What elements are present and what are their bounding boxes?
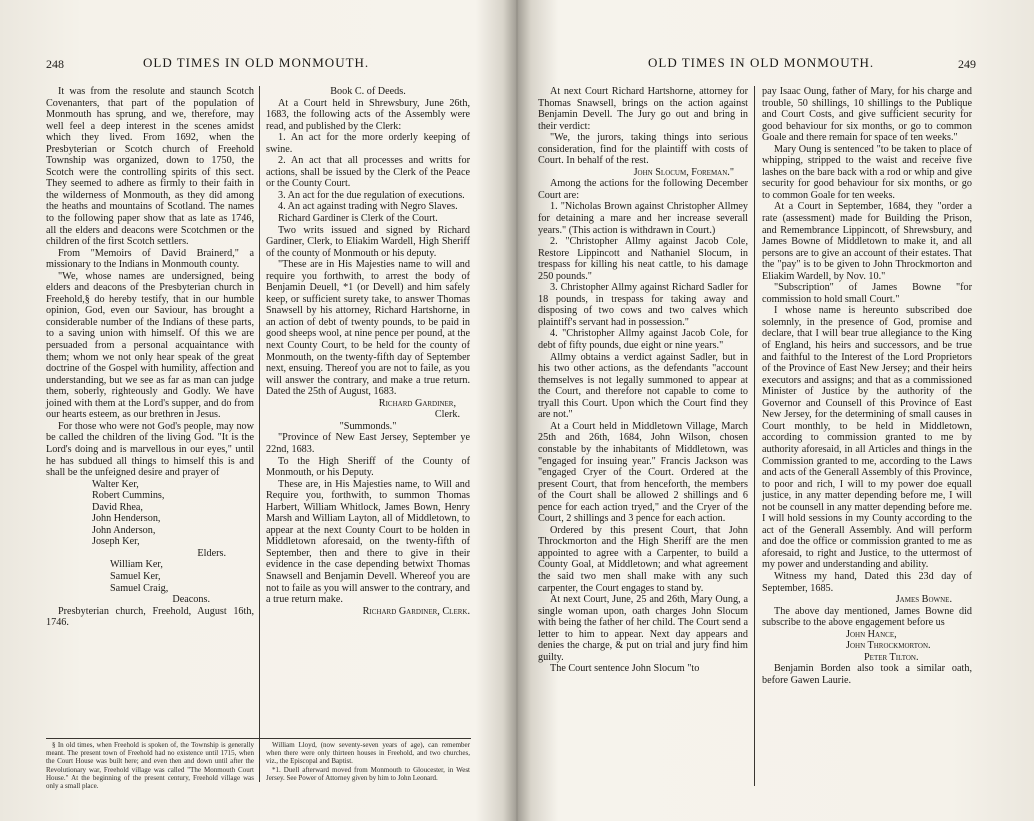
paragraph: Presbyterian church, Freehold, August 16th, 1746. xyxy=(46,605,254,629)
paragraph: 2. An act that all processes and writts for actions, shall be issued by the Clerk of the Peace or the County Court. xyxy=(266,155,470,190)
paragraph: To the High Sheriff of the County of Monmouth, or his Deputy. xyxy=(266,455,470,479)
witness-name: Peter Tilton. xyxy=(864,651,919,663)
paragraph: From "Memoirs of David Brainerd," a missionary to the Indians in Monmouth county. xyxy=(46,247,254,271)
paragraph: 4. "Christopher Allmy against Jacob Cole, for debt of fifty pounds, due eight or nine years." xyxy=(538,328,748,352)
paragraph: These are, in His Majesties name, to Will and Require you, forthwith, to summon Thomas Harbert, William Whitlock, James Bown, Henry Marsh and William Layton, all of Middletown, to appear at the next County Court to be holden in Middletown aforesaid, on the twenty-fifth of September, then and there to give in their evidence in the case depending betwixt Thomas Snawsell and Benjamin Devell. Whereof you are not to faile as you will answer to the contrary, and a true return make. xyxy=(266,478,470,606)
paragraph: At a Court held in Shrewsbury, June 26th, 1683, the following acts of the Assembly were read, and published by the Clerk: xyxy=(266,97,470,132)
paragraph: Two writs issued and signed by Richard Gardiner, Clerk, to Eliakim Wardell, High Sheriff of the county of Monmouth or his deputy. xyxy=(266,224,470,259)
paragraph: The above day mentioned, James Bowne did subscribe to the above engagement before us xyxy=(762,605,972,629)
column-rule xyxy=(754,86,755,786)
signatory-name: John Anderson, xyxy=(92,524,156,536)
signature-title: Clerk. xyxy=(434,409,460,421)
witness-list xyxy=(762,629,972,664)
paragraph: At a Court in September, 1684, they "order a rate (assessment) made for Building the Prison, and Remembrance Lippincott, of Shrewsbury, and James Bowne of Middletown to make it, and all persons are to give an account of their estates. That the "pay" is to be given to John Throckmorton and Eliakim Wardell, by Nov. 10." xyxy=(762,201,972,282)
left-page xyxy=(0,0,505,821)
right-column-1 xyxy=(538,86,748,675)
paragraph: "We, the jurors, taking things into serious consideration, find for the plaintiff with costs of Court. In behalf of the rest. xyxy=(538,132,748,167)
deacons-label: Deacons. xyxy=(172,594,210,606)
elders-list xyxy=(46,479,254,548)
deacons-list xyxy=(46,559,254,594)
paragraph: "Province of New East Jersey, September ye 22nd, 1683. xyxy=(266,432,470,455)
paragraph: For those who were not God's people, may now be called the children of the living God. "It is the Lord's doing and is marvellous in our eyes," until he has subdued all things to himself this is and shall be the unfeigned desire and prayer of xyxy=(46,420,254,479)
signatory-name: John Henderson, xyxy=(92,513,161,525)
witness-name: John Hance, xyxy=(846,628,897,640)
signatory-name: Joseph Ker, xyxy=(92,536,140,548)
footnote-text: § In old times, when Freehold is spoken of, the Township is generally meant. The present town of Freehold had no existence until 1715, when the Court House was built here; and even then and down until after the Revolutionary war, Freehold village was called "The Monmouth Court House." At the beginning of the present century, Freehold village was only a small place. xyxy=(46,741,254,791)
paragraph: At a Court held in Middletown Village, March 25th and 26th, 1684, John Wilson, chosen constable by the inhabitants of Middletown, was "engaged for insuing year." Francis Jackson was "engaged Cryer of the Court. Ordered at the present Court, that from henceforth, the members of the Court shall be allowed 2 shillings and 6 pence for each action tryed," and the Cryer of the Court, 2 shillings and 3 pence for each action. xyxy=(538,420,748,525)
section-heading: "Summonds." xyxy=(339,420,397,432)
paragraph: 4. An act against trading with Negro Slaves. xyxy=(278,201,458,213)
paragraph: Among the actions for the following December Court are: xyxy=(538,178,748,201)
page-number-left: 248 xyxy=(46,57,64,71)
paragraph: 3. An act for the due regulation of executions. xyxy=(278,189,465,201)
paragraph: Allmy obtains a verdict against Sadler, but in his two other actions, as the defendants "account themselves is not legally summoned to appear at the Court, and therefore not capable to come to tryall this Court. Upon which the Court find they are not." xyxy=(538,351,748,421)
signatory-name: Samuel Craig, xyxy=(110,582,169,594)
right-column-2 xyxy=(762,86,972,686)
paragraph: 2. "Christopher Allmy against Jacob Cole, Restore Lippincott and Nathaniel Slocum, in trespass for killing his neat cattle, to his damage 250 pounds." xyxy=(538,236,748,282)
paragraph: Ordered by this present Court, that John Throckmorton and the High Sheriff are the men appointed to agree with a Carpenter, to build a County Goal, at Middletown; and what agreement the said two men shall make with any such carpenter, the Court engages to stand by. xyxy=(538,524,748,594)
footnote-text: *1. Duell afterward moved from Monmouth to Gloucester, in West Jersey. See Power of Attorney given by him to John Leonard. xyxy=(266,765,470,782)
signatory-name: William Ker, xyxy=(110,559,163,571)
paragraph: 3. Christopher Allmy against Richard Sadler for 18 pounds, in trespass for taking away and disposing of two cows and two calves which plaintiff's servant had in possession." xyxy=(538,282,748,328)
paragraph: At next Court, June, 25 and 26th, Mary Oung, a single woman upon, oath charges John Slocum with being the father of her child. The Court send a letter to him to appear. Next day appears and denies the charge, & put on trial and jury find him guilty. xyxy=(538,594,748,663)
paragraph: It was from the resolute and staunch Scotch Covenanters, that part of the population of Monmouth has sprung, and we, therefore, may well feel a deep interest in the scenes amidst which they lived. From 1692, when the Presbyterian or Scotch church of Freehold Township was organized, down to 1750, the Scotch were the controlling spirits of this sect. They seemed to adhere as firmly to their faith in the wilderness of Monmouth, as they did among the heaths and mountains of Scotland. The names to the following paper show that as late as 1746, all the elders and deacons were Scotchmen or the children of the first Scotch settlers. xyxy=(46,86,254,248)
signatory-name: Robert Cummins, xyxy=(92,490,165,502)
paragraph: Richard Gardiner is Clerk of the Court. xyxy=(278,213,438,225)
footnote-rule xyxy=(46,738,471,739)
signatory-name: Samuel Ker, xyxy=(110,570,161,582)
paragraph: 1. "Nicholas Brown against Christopher Allmey for detaining a mare and her increase severall years." (This action is withdrawn in Court.) xyxy=(538,201,748,236)
paragraph: The Court sentence John Slocum "to xyxy=(550,663,700,675)
signatory-name: David Rhea, xyxy=(92,501,143,513)
signature: Richard Gardiner, Clerk. xyxy=(362,605,470,617)
right-page xyxy=(530,0,1034,821)
paragraph: Mary Oung is sentenced "to be taken to place of whipping, stripped to the waist and receive five lashes on the bare back with a rod or whip and give security for good behaviour for six months, or go to common Goale for ten weeks. xyxy=(762,143,972,201)
paragraph: Witness my hand, Dated this 23d day of September, 1685. xyxy=(762,570,972,594)
paragraph: "These are in His Majesties name to will and require you forthwith, to arrest the body of Benjamin Deuell, *1 (or Devell) and him safely keep, or sufficient surety take, to answer Thomas Snawsell by his attorney, Richard Hartshorne, in an action of debt of twenty pounds, to be paid in good sheeps wool, at nine pence per pound, at the next County Court, to be held for the county of Monmouth, on the twenty-fifth day of September next, ensuing. Thereof you are not to faile, as you will answer the contrary, and make a true return. Dated the 25th of August, 1683. xyxy=(266,259,470,398)
paragraph: At next Court Richard Hartshorne, attorney for Thomas Snawsell, brings on the action against Benjamin Devell. The Jury go out and bring in their verdict: xyxy=(538,86,748,132)
running-head-left: OLD TIMES IN OLD MONMOUTH. xyxy=(143,55,370,70)
left-column-2 xyxy=(266,86,470,617)
signature: Richard Gardiner, xyxy=(378,397,456,409)
witness-name: John Throckmorton. xyxy=(846,640,931,652)
footnote-text: William Lloyd, (now seventy-seven years of age), can remember when there were only thirteen houses in Freehold, and two churches, viz., the Episcopal and Baptist. xyxy=(266,741,470,766)
left-column-1 xyxy=(46,86,254,629)
paragraph: I whose name is hereunto subscribed doe solemnly, in the presence of God, promise and declare, that I will bear true allegiance to the King of England, his heirs and successors, and be true and faithful to the Interest of the Lord Proprietors of the Province of East New Jersey; and their heirs executors and assigns; and that as a commissioned Minister of Justice by the authority of the Governor and Counsell of this Province of East New Jersey, for the determining of small causes in Court monthly, to be held in Middletown, according to commission granted to me by authority aforesaid, in all Articles and things in the Commission granted to me, according to the Laws and acts of the Generall Assembly of this Province, to poor and rich, I will to my power doe equall justice, in any matter depending before me, I will not be counsell in any matter depending before me. I will hold sessions in my County according to the act of the Generall Assembly. And will perform and doe the office or commission granted to me as aforesaid, to right and Justice, to the uttermost of my power and understanding and ability. xyxy=(762,305,972,571)
running-head-right: OLD TIMES IN OLD MONMOUTH. xyxy=(648,55,875,70)
book-gutter xyxy=(503,0,531,821)
elders-label: Elders. xyxy=(197,547,226,559)
paragraph: "We, whose names are undersigned, being elders and deacons of the Presbyterian church in Freehold,§ do hereby testify, that in our humble opinion, God, even our Saviour, has brought a considerable number of the Indians of these parts, to a saving union with himself. Of this we are persuaded from a personal acquaintance with them; whom we not only hear speak of the great doctrine of the Gospel with humility, affection and understanding, but we see as far as man can judge them, soberly, righteously and Godly. We have joined with them at the Lord's supper, and do from our hearts esteem, as our brethren in Jesus. xyxy=(46,270,254,421)
signatory-name: Walter Ker, xyxy=(92,478,139,490)
page-number-right: 249 xyxy=(958,57,976,71)
column-rule xyxy=(259,86,260,782)
paragraph: "Subscription" of James Bowne "for commission to hold small Court." xyxy=(762,282,972,305)
paragraph: pay Isaac Oung, father of Mary, for his charge and trouble, 50 shillings, 10 shillings to the Publique and Court Costs, and give sufficient security for good behaviour for six months, or go to common Goale and there remain for space of ten weeks." xyxy=(762,86,972,144)
signature: John Slocum, Foreman." xyxy=(633,166,734,178)
footnote-left xyxy=(46,741,254,790)
footnote-right xyxy=(266,741,470,782)
paragraph: 1. An act for the more orderly keeping of swine. xyxy=(266,132,470,155)
signature: James Bowne. xyxy=(895,594,952,606)
paragraph: Benjamin Borden also took a similar oath, before Gawen Laurie. xyxy=(762,663,972,686)
section-heading: Book C. of Deeds. xyxy=(330,86,406,97)
